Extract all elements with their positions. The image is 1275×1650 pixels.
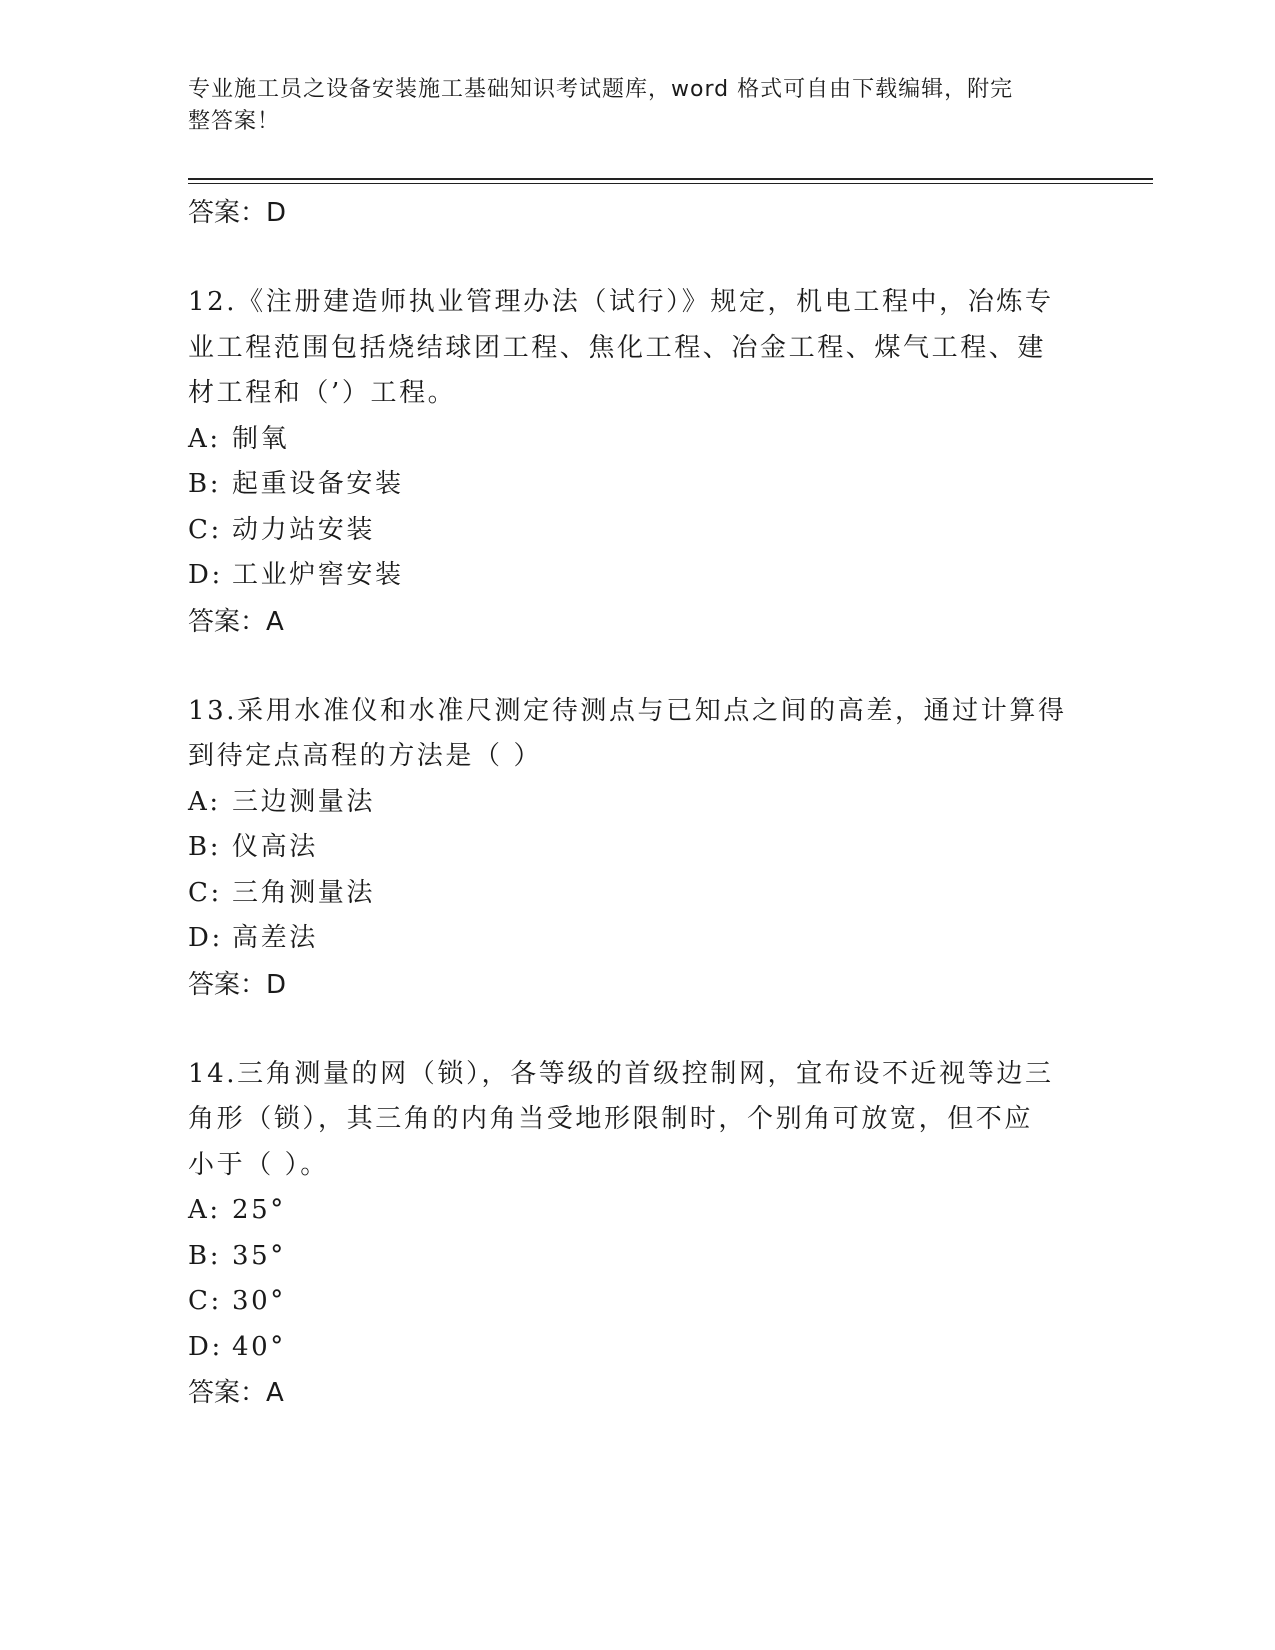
answer-label: 答案：A (188, 1378, 284, 1408)
question-list (188, 190, 1088, 1416)
option-c (188, 1279, 1088, 1325)
answer-label: 答案：A (188, 606, 284, 637)
stem-line: 12.《注册建造师执业管理办法（试行）》规定，机电工程中，冶炼专 (188, 287, 1054, 317)
stem-line: 13.采用水准仪和水准尺测定待测点与已知点之间的高差，通过计算得 (188, 695, 1067, 726)
option-text: 高差法 (232, 923, 318, 953)
option-text: 制氧 (232, 423, 290, 454)
option-d (188, 553, 1088, 599)
option-c (188, 508, 1088, 554)
question-stem (188, 1052, 1088, 1189)
option-b (188, 825, 1088, 871)
option-text: 工业炉窖安装 (232, 560, 404, 590)
option-letter: B: (188, 1240, 222, 1271)
option-text: 起重设备安装 (232, 469, 404, 499)
header-line-2: 整答案！ (188, 109, 281, 134)
question-12 (188, 280, 1088, 645)
header-line-1: 专业施工员之设备安装施工基础知识考试题库，word 格式可自由下载编辑，附完 (188, 77, 1014, 102)
previous-answer: 答案：D (188, 198, 287, 228)
option-text: 35° (232, 1240, 286, 1271)
option-letter: C: (188, 1286, 222, 1316)
question-stem (188, 280, 1088, 417)
document-header (188, 74, 1088, 138)
option-letter: A: (188, 1195, 221, 1225)
option-a (188, 1188, 1088, 1234)
option-letter: C: (188, 877, 222, 908)
option-letter: B: (188, 469, 222, 499)
option-text: 三边测量法 (232, 786, 376, 817)
option-b (188, 1234, 1088, 1280)
option-d (188, 1325, 1088, 1371)
stem-line: 角形（锁），其三角的内角当受地形限制时，个别角可放宽，但不应 (188, 1104, 1034, 1134)
option-text: 30° (232, 1286, 286, 1316)
stem-line: 14.三角测量的网（锁），各等级的首级控制网，宜布设不近视等边三 (188, 1058, 1054, 1089)
option-c (188, 871, 1088, 917)
stem-line: 小于（ ）。 (188, 1149, 329, 1180)
option-a (188, 780, 1088, 826)
option-letter: D: (188, 560, 223, 590)
option-text: 25° (232, 1195, 286, 1225)
question-13 (188, 689, 1088, 1008)
question-stem (188, 689, 1088, 780)
question-14 (188, 1052, 1088, 1417)
option-letter: D: (188, 923, 223, 953)
option-text: 仪高法 (232, 832, 318, 862)
option-letter: A: (188, 423, 221, 454)
option-letter: B: (188, 832, 222, 862)
stem-line: 材工程和（’）工程。 (188, 378, 457, 408)
header-divider-thick (188, 178, 1153, 180)
option-a (188, 417, 1088, 463)
option-letter: D: (188, 1331, 223, 1362)
answer-label: 答案：D (188, 969, 287, 1000)
option-text: 动力站安装 (232, 514, 376, 545)
option-letter: A: (188, 786, 221, 817)
option-text: 三角测量法 (232, 877, 376, 908)
stem-line: 业工程范围包括烧结球团工程、焦化工程、冶金工程、煤气工程、建 (188, 332, 1047, 363)
stem-line: 到待定点高程的方法是（ ） (188, 741, 543, 771)
option-letter: C: (188, 514, 222, 545)
header-divider-thin (188, 183, 1153, 184)
option-d (188, 916, 1088, 962)
option-text: 40° (232, 1331, 286, 1362)
option-b (188, 462, 1088, 508)
